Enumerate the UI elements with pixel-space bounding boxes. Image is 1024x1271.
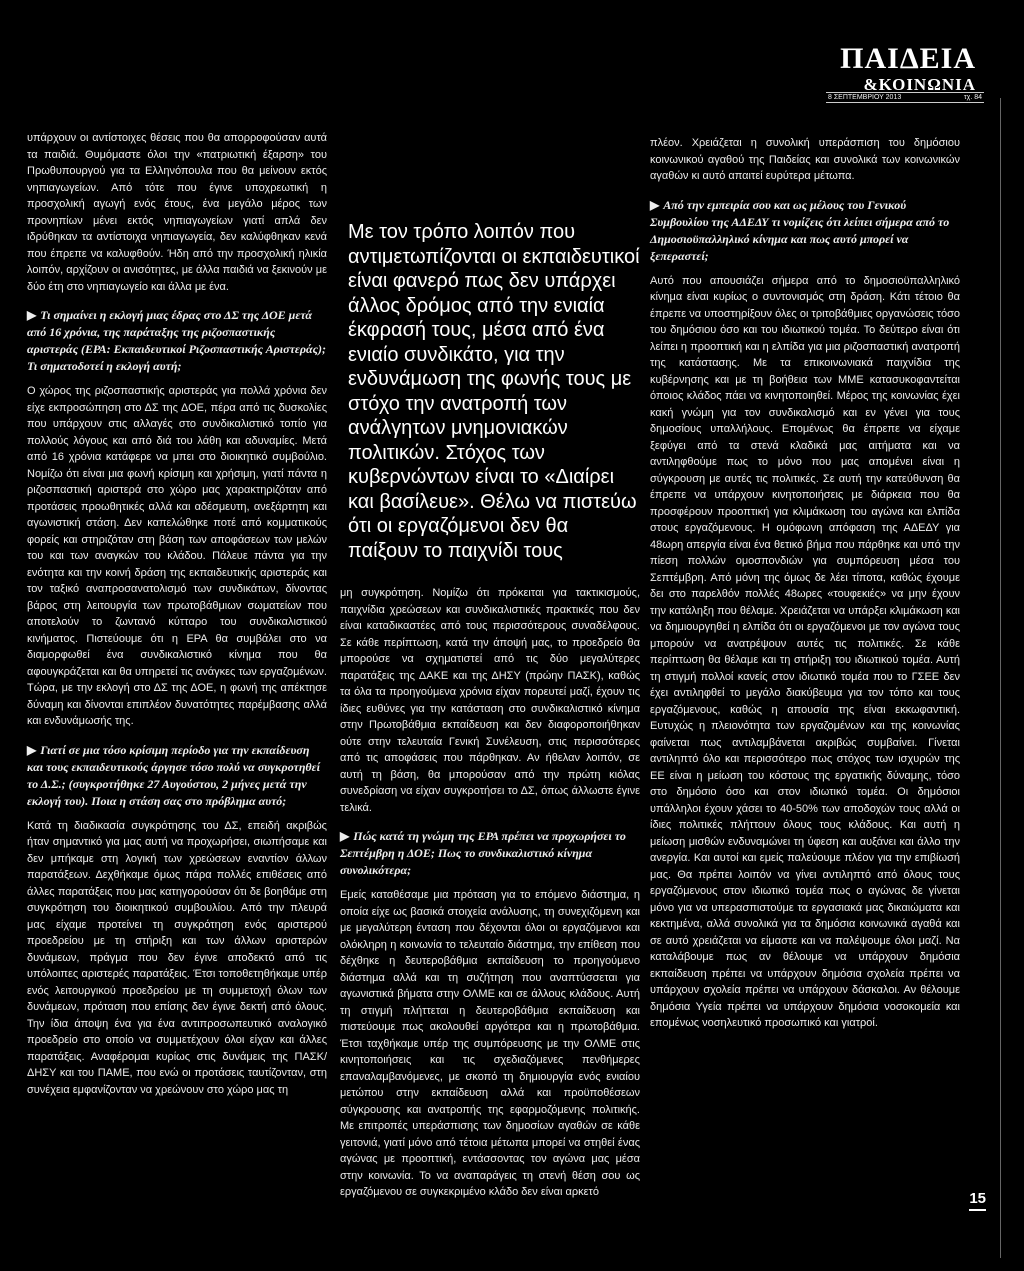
column-2 [340,130,640,1207]
bullet-icon: ▶ [340,829,350,843]
column-1 [27,130,327,1104]
paragraph: Αυτό που απουσιάζει σήμερα από το δημοσιοϋπαλληλικό κίνημα είναι κυρίως ο συντονισμός στη δράση. Κάτι τέτοιο θα έπρεπε να υποστηρίξουν όλες οι τριτοβάθμιες οργανώσεις τόσο του δημόσιου όσο και του ιδιωτικού τομέα. Το δεύτερο είναι ότι λείπει η προοπτική και η ελπίδα για μια ριζοσπαστική ανατροπή της κατάστασης. Με τα επικοινωνιακά παιχνίδια της κυβέρνησης και με τη βοήθεια των ΜΜΕ κατασυκοφαντείται όποιος κλάδος πάει να κινητοποιηθεί. Μέρος της κοινωνίας έχει κακή γνώμη για τον συνδικαλισμό και εν γένει για τους δημοσίους υπαλλήλους. Επομένως θα έπρεπε να είχαμε ξεφύγει από τα στενά κλαδικά μας αιτήματα και να αντιληφθούμε πως το μόνο που μας απομένει είναι η σύγκρουση με αυτές τις πολιτικές. Σε αυτή την κατεύθυνση θα έπρεπε να υπάρχουν κινητοποιήσεις με διάρκεια που θα προσφέρουν προοπτική για κλιμάκωση του αγώνα και ελπίδα στους εργαζόμενους. Η ομόφωνη απόφαση της ΑΔΕΔΥ για 48ωρη απεργία είναι ένα θετικό βήμα που πάρθηκε και υπό την πίεση πολλών ομοσπονδιών για συμπόρευση μέσα του Σεπτέμβρη. Από μόνη της όμως δε λέει τίποτα, καθώς έχουμε δει στο παρελθόν πολλές 48ωρες «τουφεκιές» να μην έχουν την κατάληξη που θέλαμε. Χρειάζεται να υπάρξει κλιμάκωση και να δημιουργηθεί η ελπίδα ότι οι εργαζόμενοι με τον αγώνα τους μπορούν να ανατρέψουν αυτές τις πολιτικές. Σε κάθε περίπτωση θα θέλαμε και τη στήριξη του ιδιωτικού τομέα. Αυτή τη στιγμή πολλοί κανείς στον ιδιωτικό τομέα που το ΓΣΕΕ δεν έχει αντιληφθεί το μεγάλο διακύβευμα για τον τόπο και τους εργαζόμενους, καθώς η απουσία της είναι εκκωφαντική. Ευτυχώς η πλειονότητα των εργαζομένων και της κοινωνίας φαίνεται πως αντιλαμβάνεται ακριβώς συμβαίνει. Γίνεται αντιληπτό όλο και περισσότερο πως στόχος των ισχυρών της ΕΕ είναι η μείωση του κόστους της εργατικής δύναμης, τόσο στο δημόσιο όσο και στον ιδιωτικό τομέα. Οι δημόσιοι υπάλληλοι έχουν χάσει το 40-50% των αποδοχών τους αλλά οι ίδιες πολιτικές πλήττουν όλους τους κλάδους. Και αυτή η μείωση μισθών ενδυναμώνει τη ύφεση και αυξάνει και άλλο την ανεργία. Και αυτοί και εμείς παλεύουμε πλέον για την επιβίωσή μας. Θα πρέπει λοιπόν να γίνει αντιληπτό από όλους τους εργαζόμενους στον ιδιωτικό τομέα πως ο αγώνας δε γίνεται μόνο για να υπερασπιστούμε τα εργασιακά μας δικαιώματα και κεκτημένα, αλλά συνολικά για τα δημόσια κοινωνικά αγαθά και σε αυτό χρειάζεται να είμαστε και να παλέψουμε όλοι μαζί. Να καταλάβουμε πως αν θέλουμε να υπάρχουν δημόσια εκπαίδευση πρέπει να υπάρχουν δημόσια σχολεία πρέπει να υπάρχουν σχολεία πρέπει να υπάρχουν δάσκαλοι. Αν θέλουμε δημόσια Υγεία πρέπει να υπάρχουν δημόσια νοσοκομεία και επομένως νοσηλευτικό προσωπικό και γιατροί. [650,274,960,1029]
margin-rule [1000,98,1001,1258]
interview-question [27,742,327,810]
page-number: 15 [969,1190,986,1211]
section-title-line2: &ΚΟΙΝΩΝΙΑ [863,75,976,94]
question-text: Γιατί σε μια τόσο κρίσιμη περίοδο για την εκπαίδευση και τους εκπαιδευτικούς άργησε τόσο πολύ να συγκροτηθεί το Δ.Σ.; (συγκροτήθηκε 27 Αυγούστου, 2 μήνες μετά την εκλογή του). Ποια η στάση σας στο πρόβλημα αυτό; [27,742,320,808]
column-3 [650,135,960,1038]
paragraph: Κατά τη διαδικασία συγκρότησης του ΔΣ, επειδή ακριβώς ήταν σημαντικό για μας αυτή να προχωρήσει, σιωπήσαμε και δεν μπήκαμε στη λογική των χρεώσεων εναντίον άλλων παρατάξεων. Δεχθήκαμε όμως πάρα πολλές επιθέσεις από άλλες παρατάξεις που μας κατηγορούσαν ότι δε βοηθάμε στη συγκρότηση του διοικητικού συμβουλίου. Από την πλευρά μας είχαμε προτείνει τη συγκρότηση ενός αριστερού προεδρείου με τη στήριξη και των άλλων αριστερών δυνάμεων, πράγμα που δεν έγινε αποδεκτό από τις υπόλοιπες αριστερές παρατάξεις. Έτσι τοποθετηθήκαμε υπέρ ενός λειτουργικού προεδρείου με τη συμμετοχή όλων των δυνάμεων, πρόταση που επίσης δεν έγινε δεκτή από όλους. Την ίδια άποψη ένα για ένα αντιπροσωπευτικό αναλογικό προεδρείο στο οποίο να συμμετέχουν όλοι είχαν και άλλες παρατάξεις. Αναφέρομαι κυρίως στις δυνάμεις της ΠΑΣΚ/ΔΗΣΥ και του ΠΑΜΕ, που ενώ οι προτάσεις ταυτίζονταν, στη συνέχεια εμφανίζονταν να χρεώνουν στο χώρο μας τη [27,819,327,1096]
paragraph: υπάρχουν οι αντίστοιχες θέσεις που θα απορροφούσαν αυτά τα παιδιά. Θυμόμαστε όλοι την «πατριωτική έξαρση» του Πρωθυπουργού για τα Ελληνόπουλα που θα μείνουν εκτός νηπιαγωγείων. Από τότε που έγινε υποχρεωτική η προσχολική αγωγή ενός έτους, ένα μεγάλο μέρος των προνηπίων μένει εκτός νηπιαγωγείων γιατί απλά δεν ιδρύθηκαν τα αντίστοιχα νηπιαγωγεία, δεν καλύφθηκαν κενά που έπρεπε να καλυφθούν. Ήδη από την προσχολική ηλικία λοιπόν, αρχίζουν οι ανισότητες, με άλλα παιδιά να ξεκινούν με δύο έτη στο νηπιαγωγείο και άλλα με ένα. [27,132,327,293]
bullet-icon: ▶ [27,742,37,757]
interview-question [650,197,960,265]
issue-date: 8 ΣΕΠΤΕΜΒΡΙΟΥ 2013 [828,94,902,101]
question-text: Τι σημαίνει η εκλογή μιας έδρας στο ΔΣ της ΔΟΕ μετά από 16 χρόνια, της παράταξης της ριζοσπαστικής αριστεράς (ΕΡΑ: Εκπαιδευτικοί Ριζοσπαστικής Αριστεράς); Τι σηματοδοτεί η εκλογή αυτή; [27,308,326,373]
issue-number: τχ. 84 [963,94,982,101]
paragraph: πλέον. Χρειάζεται η συνολική υπεράσπιση του δημόσιου κοινωνικού αγαθού της Παιδείας και συνολικά των κοινωνικών αγαθών κι αυτό απαιτεί ευρύτερα μέτωπα. [650,137,960,182]
bullet-icon: ▶ [650,197,660,212]
paragraph: Εμείς καταθέσαμε μια πρόταση για το επόμενο διάστημα, η οποία είχε ως βασικά στοιχεία ανάλυσης, τη συνεχιζόμενη και με μεγαλύτερη ένταση που δέχονται όλοι οι εργαζόμενοι και ολόκληρη η κοινωνία το τελευταίο διάστημα, την επίθεση που δέχθηκε η δευτεροβάθμια εκπαίδευση το προηγούμενο διάστημα αλλά και τη συζήτηση που αναπτύσσεται για αγωνιστικά βήματα στην ΟΛΜΕ και σε άλλους κλάδους. Αυτή τη στιγμή πλήττεται η δευτεροβάθμια εκπαίδευση και πιστεύουμε πως ακολουθεί αργότερα και η πρωτοβάθμια. Έτσι ταχθήκαμε υπέρ της συμπόρευσης με την ΟΛΜΕ στις κινητοποιήσεις και τις σχεδιαζόμενες πενθήμερες επαναλαμβανόμενες, με σκοπό τη δημιουργία ενός ενιαίου μετώπου στην εκπαίδευση αλλά και προϋποθέσεων σύγκρουσης και ανατροπής της εφαρμοζόμενης πολιτικής. Με επιτροπές υπεράσπισης των δημοσίων αγαθών σε κάθε γειτονιά, γιατί μόνο από τέτοια μέτωπα μπορεί να στηθεί ένας αγώνας με προοπτική, εντάσσοντας τον αγώνα μας μέσα στην κοινωνία. Το να αναπαράγεις τη στενή θέση σου ως εργαζόμενου σε συγκεκριμένο κλάδο δεν είναι αρκετό [340,889,640,1198]
interview-question [340,828,640,879]
pull-quote: Με τον τρόπο λοιπόν που αντιμετωπίζονται οι εκπαιδευτικοί είναι φανερό πως δεν υπάρχει άλλος δρόμος από την ενιαία έκφρασή τους, μέσα από ένα ενιαίο συνδικάτο, για την ενδυνάμωση της φωνής τους με στόχο την ανατροπή των ανάλγητων μνημονιακών πολιτικών. Στόχος των κυβερνώντων είναι το «Διαίρει και βασίλευε». Θέλω να πιστεύω ότι οι εργαζόμενοι δεν θα παίξουν το παιχνίδι τους [348,221,640,562]
page-header [0,0,1024,118]
question-text: Πώς κατά τη γνώμη της ΕΡΑ πρέπει να προχωρήσει το Σεπτέμβρη η ΔΟΕ; Πως το συνδικαλιστικό κίνημα συνολικότερα; [340,829,626,877]
paragraph: Ο χώρος της ριζοσπαστικής αριστεράς για πολλά χρόνια δεν είχε εκπροσώπηση στο ΔΣ της ΔΟΕ, πέρα από τις δυσκολίες που υπάρχουν στις αλλαγές στο συνδικαλιστικό τοπίο για πολλούς λόγους και από διά του λάθη και αδυναμίες. Μετά από 16 χρόνια κατάφερε να μπει στο διοικητικό συμβούλιο. Νομίζω ότι είναι μια φωνή κρίσιμη και χρήσιμη, γιατί πάντα η ριζοσπαστική αριστερά στο χώρο μας χαρακτηριζόταν από προτάσεις προωθητικές αλλά και αδέσμευτη, ανεξάρτητη και αγωνιστική στάση. Δεν καπελώθηκε ποτέ από κομματικούς φορείς και στηριζόταν στη βάση των αποφάσεων των μελών του και των αναγκών του κλάδου. Πάλευε πάντα για την ενότητα και την κοινή δράση της εκπαιδευτικής αριστεράς και τον ταξικό αναπροσανατολισμό των συνδικάτων, δίνοντας βάρος στη λειτουργία των πρωτοβάθμιων σωματείων που αποτελούν το ζωντανό κύτταρο του συνδικαλιστικού κινήματος. Πιστεύουμε ότι η ΕΡΑ θα συμβάλει στο να διαμορφωθεί ένα συνδικαλιστικό κίνημα που θα αφουγκράζεται και θα υπηρετεί τις ανάγκες των εργαζομένων. Τώρα, με την εκλογή στο ΔΣ της ΔΟΕ, η φωνή της απέκτησε δύναμη και δίνονται επιπλέον δυνατότητες παρέμβασης αλλά και ενδυνάμωσής της. [27,385,327,727]
bullet-icon: ▶ [27,308,37,322]
section-title [840,44,976,96]
issue-line [826,92,984,103]
interview-question [27,307,327,375]
section-title-line1: ΠΑΙΔΕΙΑ [840,42,976,75]
question-text: Από την εμπειρία σου και ως μέλους του Γενικού Συμβουλίου της ΑΔΕΔΥ τι νομίζεις ότι λείπει σήμερα από το Δημοσιοϋπαλληλικό κίνημα και πως αυτό μπορεί να ξεπεραστεί; [650,197,950,263]
paragraph: μη συγκρότηση. Νομίζω ότι πρόκειται για τακτικισμούς, παιχνίδια χρεώσεων και συνδικαλιστικές πρακτικές που δεν είναι καταδικαστέες από τους περισσότερους συναδέλφους. Σε κάθε περίπτωση, κατά την άποψή μας, το προεδρείο θα μπορούσε να σχηματιστεί από τις δύο μεγαλύτερες παρατάξεις της ΔΑΚΕ και της ΔΗΣΥ (πρώην ΠΑΣΚ), καθώς τα όλα τα προηγούμενα χρόνια είχαν πορευτεί μαζί, έχουν τις ίδιες ευθύνες για την κατάσταση στο συνδικαλιστικό κίνημα στην Πρωτοβάθμια εκπαίδευση και δεν διαφοροποιήθηκαν ούτε στην τελευταία Γενική Συνέλευση, στις περισσότερες από τις αποφάσεις που πάρθηκαν. Αν ήθελαν λοιπόν, σε αυτή τη βάση, θα μπορούσαν από την πρώτη κιόλας συνεδρίαση να είχαν συγκροτήσει το ΔΣ, όπως άλλωστε έγινε τελικά. [340,587,640,814]
